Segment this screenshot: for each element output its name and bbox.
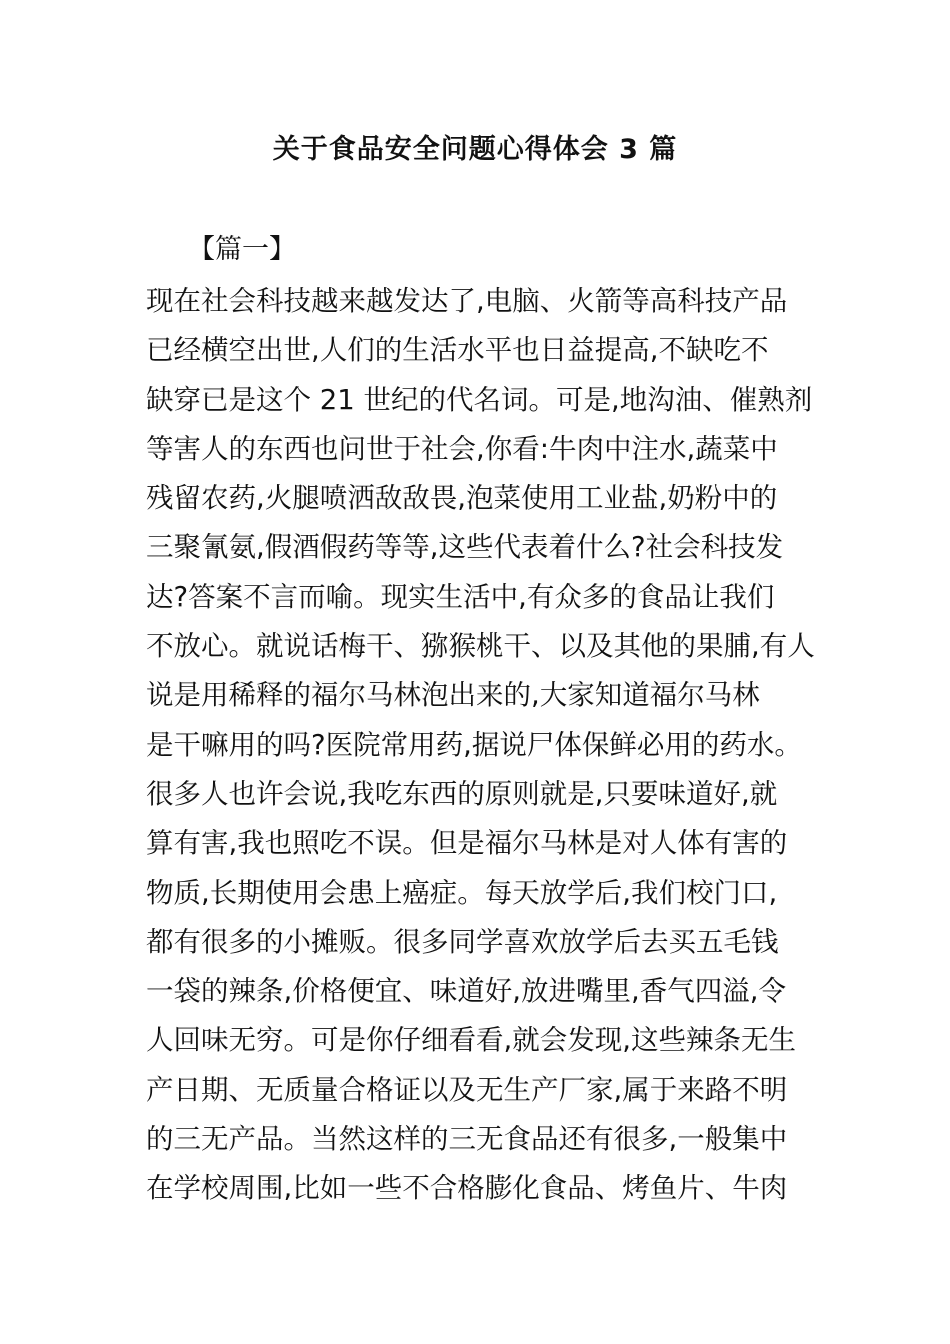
paragraph-line: 现在社会科技越来越发达了,电脑、火箭等高科技产品 xyxy=(146,285,788,317)
paragraph-line: 物质,长期使用会患上癌症。每天放学后,我们校门口, xyxy=(146,876,778,909)
paragraph-line: 在学校周围,比如一些不合格膨化食品、烤鱼片、牛肉 xyxy=(146,1172,788,1205)
paragraph-line: 等害人的东西也问世于社会,你看:牛肉中注水,蔬菜中 xyxy=(146,432,778,465)
paragraph-line: 很多人也许会说,我吃东西的原则就是,只要味道好,就 xyxy=(146,777,778,810)
body-text xyxy=(146,279,826,1216)
document-title: 关于食品安全问题心得体会 3 篇 xyxy=(272,134,678,165)
paragraph-line: 缺穿已是这个 21 世纪的代名词。可是,地沟油、催熟剂 xyxy=(146,383,813,416)
paragraph-line: 不放心。就说话梅干、猕猴桃干、以及其他的果脯,有人 xyxy=(146,630,815,663)
paragraph-line: 达?答案不言而喻。现实生活中,有众多的食品让我们 xyxy=(146,580,775,613)
paragraph-line: 说是用稀释的福尔马林泡出来的,大家知道福尔马林 xyxy=(146,679,760,712)
paragraph-line: 都有很多的小摊贩。很多同学喜欢放学后去买五毛钱 xyxy=(146,925,779,958)
paragraph-line: 已经横空出世,人们的生活水平也日益提高,不缺吃不 xyxy=(146,334,769,367)
paragraph-line: 一袋的辣条,价格便宜、味道好,放进嘴里,香气四溢,令 xyxy=(146,975,786,1008)
paragraph-line: 产日期、无质量合格证以及无生产厂家,属于来路不明 xyxy=(146,1073,788,1106)
paragraph-line: 残留农药,火腿喷洒敌敌畏,泡菜使用工业盐,奶粉中的 xyxy=(146,482,778,515)
paragraph-line: 的三无产品。当然这样的三无食品还有很多,一般集中 xyxy=(146,1123,788,1156)
paragraph-line: 人回味无穷。可是你仔细看看,就会发现,这些辣条无生 xyxy=(146,1024,796,1057)
paragraph-line: 三聚氰氨,假酒假药等等,这些代表着什么?社会科技发 xyxy=(146,531,784,564)
paragraph-line: 算有害,我也照吃不误。但是福尔马林是对人体有害的 xyxy=(146,827,788,860)
section-heading: 【篇一】 xyxy=(188,234,296,265)
paragraph-line: 是干嘛用的吗?医院常用药,据说尸体保鲜必用的药水。 xyxy=(146,728,802,761)
